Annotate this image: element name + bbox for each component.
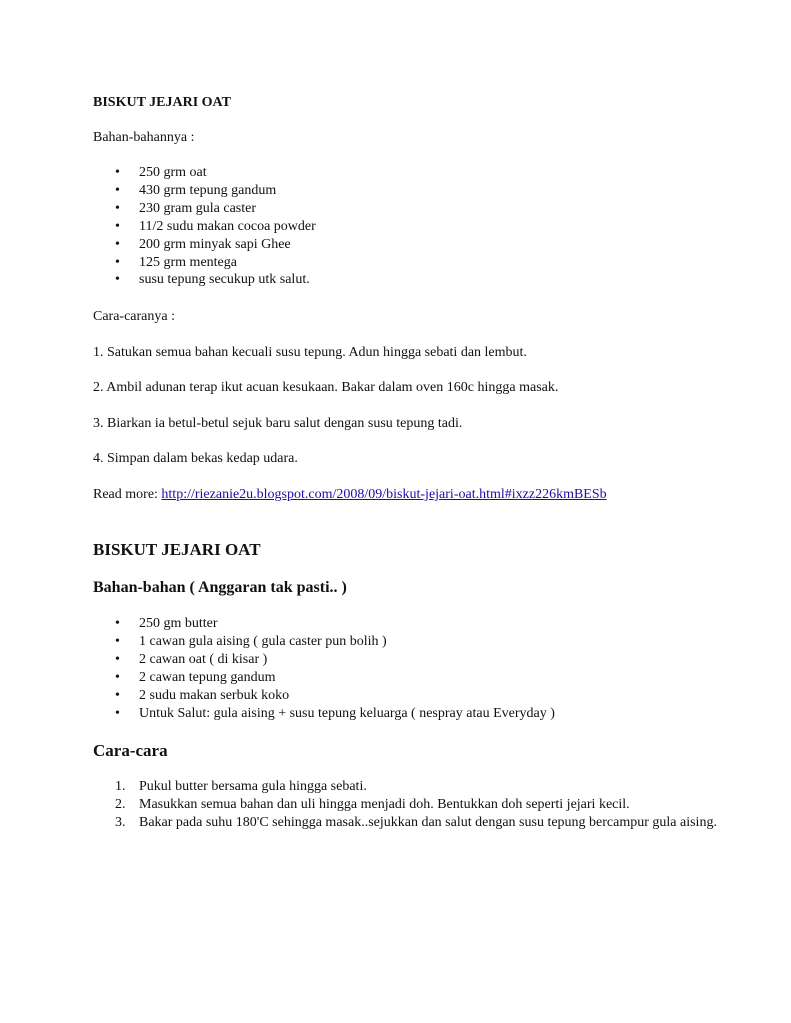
recipe1-ingredients-heading: Bahan-bahannya : <box>93 130 195 145</box>
step-text: Bakar pada suhu 180'C sehingga masak..sejukkan dan salut dengan susu tepung bercampur gula aising. <box>139 814 717 830</box>
recipe1-step: 1. Satukan semua bahan kecuali susu tepung. Adun hingga sebati dan lembut. <box>93 345 527 360</box>
recipe1-step: 2. Ambil adunan terap ikut acuan kesukaan. Bakar dalam oven 160c hingga masak. <box>93 380 559 395</box>
list-item: • 2 cawan tepung gandum <box>93 669 731 687</box>
recipe2-step-list <box>93 778 731 832</box>
list-item: • 250 gm butter <box>93 615 731 633</box>
step-number: 3. <box>115 814 126 830</box>
list-item: • 250 grm oat <box>93 164 731 182</box>
recipe2-ingredients-heading: Bahan-bahan ( Anggaran tak pasti.. ) <box>93 579 347 596</box>
recipe1-title: BISKUT JEJARI OAT <box>93 95 231 110</box>
read-more <box>93 486 731 503</box>
list-item: • 11/2 sudu makan cocoa powder <box>93 218 731 236</box>
list-item: • 230 gram gula caster <box>93 200 731 218</box>
list-item: • 430 grm tepung gandum <box>93 182 731 200</box>
recipe1-ingredient-list <box>93 164 731 289</box>
list-item <box>93 778 731 796</box>
list-item: • 2 cawan oat ( di kisar ) <box>93 651 731 669</box>
list-item <box>93 814 731 832</box>
step-text: Pukul butter bersama gula hingga sebati. <box>139 779 367 794</box>
list-item: • 1 cawan gula aising ( gula caster pun bolih ) <box>93 633 731 651</box>
step-text: Masukkan semua bahan dan uli hingga menjadi doh. Bentukkan doh seperti jejari kecil. <box>139 796 630 812</box>
step-number: 2. <box>115 796 126 812</box>
list-item: • 2 sudu makan serbuk koko <box>93 687 731 705</box>
step-number: 1. <box>115 779 126 794</box>
read-more-label: Read more: <box>93 487 162 502</box>
read-more-link[interactable]: http://riezanie2u.blogspot.com/2008/09/biskut-jejari-oat.html#ixzz226kmBESb <box>161 487 607 502</box>
list-item: • 125 grm mentega <box>93 254 731 272</box>
recipe1-step: 3. Biarkan ia betul-betul sejuk baru salut dengan susu tepung tadi. <box>93 416 463 431</box>
list-item: • 200 grm minyak sapi Ghee <box>93 236 731 254</box>
recipe2-title: BISKUT JEJARI OAT <box>93 540 261 559</box>
recipe1-method-heading: Cara-caranya : <box>93 309 175 324</box>
recipe2-ingredient-list <box>93 615 731 722</box>
recipe2-method-heading: Cara-cara <box>93 741 168 760</box>
list-item: • susu tepung secukup utk salut. <box>93 271 731 289</box>
list-item <box>93 796 731 814</box>
list-item: • Untuk Salut: gula aising + susu tepung keluarga ( nespray atau Everyday ) <box>93 705 731 723</box>
recipe1-step: 4. Simpan dalam bekas kedap udara. <box>93 451 298 466</box>
